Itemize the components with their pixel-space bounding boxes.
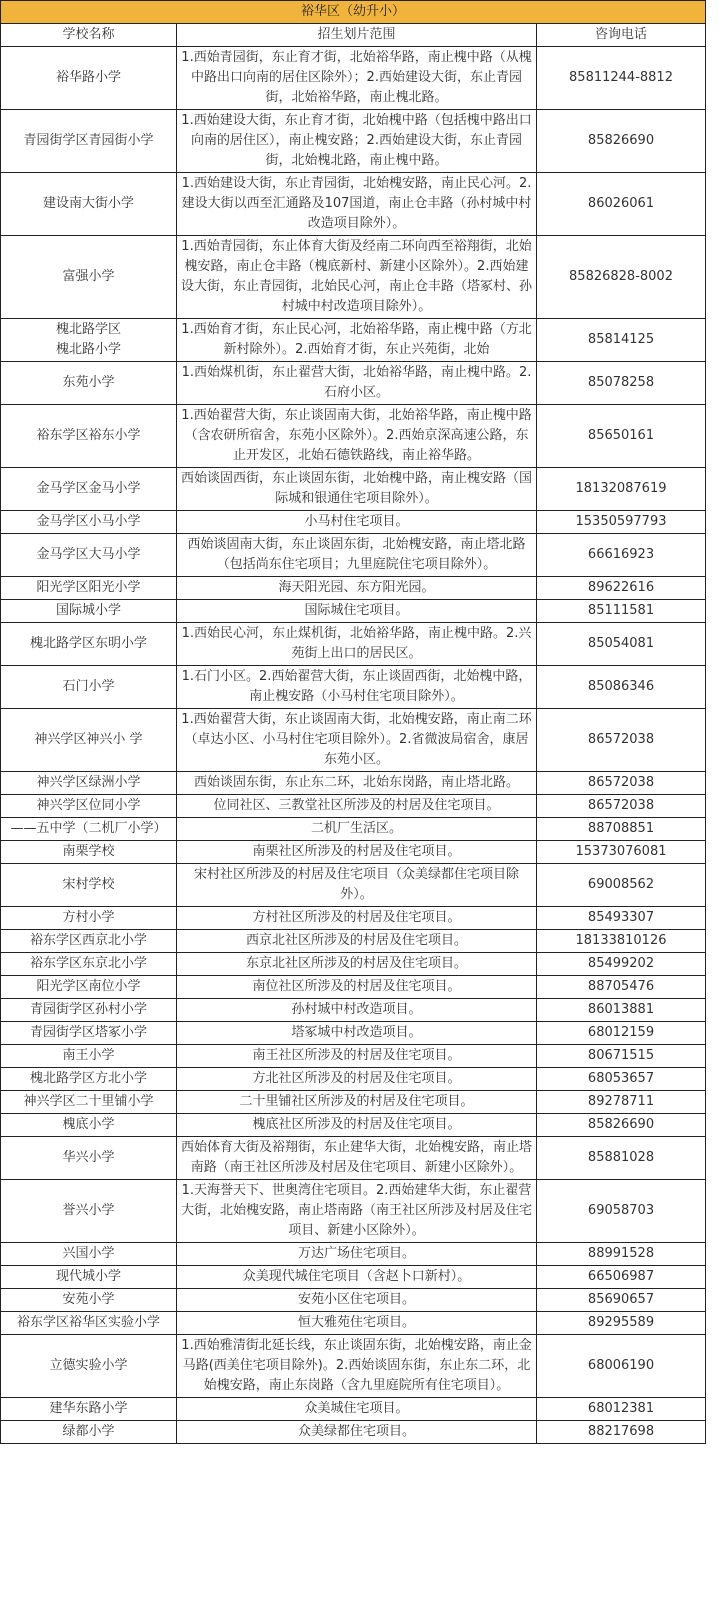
school-name-cell: 石门小学 <box>1 666 177 709</box>
school-name-cell: 现代城小学 <box>1 1266 177 1289</box>
table-row <box>1 1180 706 1243</box>
table-row <box>1 1114 706 1137</box>
table-row <box>1 1421 706 1444</box>
enrollment-range-cell: 二机厂生活区。 <box>177 818 537 841</box>
phone-cell: 85826690 <box>537 1114 706 1137</box>
school-name-cell: 誉兴小学 <box>1 1180 177 1243</box>
enrollment-range-cell: 1.西始建设大街，东止育才街，北始槐中路（包括槐中路出口向南的居住区），南止槐安路；2.西始建设大街，东止青园街，北始槐北路，南止槐中路。 <box>177 110 537 173</box>
table-row <box>1 468 706 511</box>
phone-cell: 85811244-8812 <box>537 47 706 110</box>
school-name-cell: 裕东学区东京北小学 <box>1 953 177 976</box>
enrollment-range-cell: 万达广场住宅项目。 <box>177 1243 537 1266</box>
table-row <box>1 1266 706 1289</box>
phone-cell: 68053657 <box>537 1068 706 1091</box>
school-name-cell: 金马学区金马小学 <box>1 468 177 511</box>
enrollment-range-cell: 东京北社区所涉及的村居及住宅项目。 <box>177 953 537 976</box>
table-row <box>1 110 706 173</box>
enrollment-range-cell: 西始谈固东街，东止东二环，北始东岗路，南止塔北路。 <box>177 772 537 795</box>
header-phone: 咨询电话 <box>537 24 706 47</box>
enrollment-range-cell: 1.西始翟营大街，东止谈固南大街，北始裕华路，南止槐中路（含农研所宿舍，东苑小区除外）。2.西始京深高速公路，东止开发区，北始石德铁路线，南止裕华路。 <box>177 405 537 468</box>
phone-cell: 88991528 <box>537 1243 706 1266</box>
school-name-cell: 国际城小学 <box>1 600 177 623</box>
phone-cell: 85814125 <box>537 319 706 362</box>
school-name-cell: 槐北路学区东明小学 <box>1 623 177 666</box>
school-name-cell: 神兴学区神兴小 学 <box>1 709 177 772</box>
enrollment-range-cell: 方北社区所涉及的村居及住宅项目。 <box>177 1068 537 1091</box>
school-name-cell: 青园街学区塔冢小学 <box>1 1022 177 1045</box>
table-body <box>1 47 706 1444</box>
phone-cell: 85650161 <box>537 405 706 468</box>
phone-cell: 68012159 <box>537 1022 706 1045</box>
enrollment-range-cell: 西始体育大街及裕翔街，东止建华大街，北始槐安路，南止塔南路（南王社区所涉及村居及住宅项目、新建小区除外）。 <box>177 1137 537 1180</box>
phone-cell: 85881028 <box>537 1137 706 1180</box>
table-row <box>1 623 706 666</box>
table-row <box>1 1289 706 1312</box>
table-row <box>1 1137 706 1180</box>
phone-cell: 80671515 <box>537 1045 706 1068</box>
table-row <box>1 362 706 405</box>
phone-cell: 86013881 <box>537 999 706 1022</box>
phone-cell: 15373076081 <box>537 841 706 864</box>
table-row <box>1 577 706 600</box>
phone-cell: 15350597793 <box>537 511 706 534</box>
header-enrollment-range: 招生划片范围 <box>177 24 537 47</box>
enrollment-range-cell: 塔冢城中村改造项目。 <box>177 1022 537 1045</box>
school-name-cell: 南王小学 <box>1 1045 177 1068</box>
enrollment-range-cell: 1.西始建设大街，东止青园街，北始槐安路，南止民心河。2.建设大街以西至汇通路及107国道，南止仓丰路（孙村城中村改造项目除外）。 <box>177 173 537 236</box>
school-name-cell: 神兴学区绿洲小学 <box>1 772 177 795</box>
school-name-cell: 立德实验小学 <box>1 1335 177 1398</box>
table-title: 裕华区（幼升小） <box>1 1 706 24</box>
enrollment-range-cell: 1.石门小区。2.西始翟营大街，东止谈固西街，北始槐中路，南止槐安路（小马村住宅项目除外）。 <box>177 666 537 709</box>
phone-cell: 69008562 <box>537 864 706 907</box>
school-name-cell: 宋村学校 <box>1 864 177 907</box>
table-row <box>1 709 706 772</box>
school-name-cell: 绿都小学 <box>1 1421 177 1444</box>
table-row <box>1 795 706 818</box>
table-row <box>1 999 706 1022</box>
school-name-cell: 华兴小学 <box>1 1137 177 1180</box>
enrollment-range-cell: 国际城住宅项目。 <box>177 600 537 623</box>
phone-cell: 85499202 <box>537 953 706 976</box>
phone-cell: 66506987 <box>537 1266 706 1289</box>
enrollment-range-cell: 1.西始育才街，东止民心河，北始裕华路，南止槐中路（方北新村除外）。2.西始育才街，东止兴苑街，北始 <box>177 319 537 362</box>
phone-cell: 66616923 <box>537 534 706 577</box>
table-row <box>1 405 706 468</box>
enrollment-range-cell: 南王社区所涉及的村居及住宅项目。 <box>177 1045 537 1068</box>
phone-cell: 85086346 <box>537 666 706 709</box>
table-row <box>1 47 706 110</box>
table-row <box>1 1068 706 1091</box>
phone-cell: 85111581 <box>537 600 706 623</box>
school-name-cell: 阳光学区南位小学 <box>1 976 177 999</box>
phone-cell: 89295589 <box>537 1312 706 1335</box>
enrollment-range-cell: 方村社区所涉及的村居及住宅项目。 <box>177 907 537 930</box>
school-name-cell: 裕东学区裕东小学 <box>1 405 177 468</box>
school-name-cell: 方村小学 <box>1 907 177 930</box>
enrollment-range-cell: 海天阳光园、东方阳光园。 <box>177 577 537 600</box>
enrollment-range-cell: 1.西始煤机街，东止翟营大街，北始裕华路，南止槐中路。2.石府小区。 <box>177 362 537 405</box>
enrollment-range-cell: 西京北社区所涉及的村居及住宅项目。 <box>177 930 537 953</box>
enrollment-range-cell: 西始谈固西街，东止谈固东街，北始槐中路，南止槐安路（国际城和银通住宅项目除外）。 <box>177 468 537 511</box>
school-name-cell: 东苑小学 <box>1 362 177 405</box>
phone-cell: 86572038 <box>537 709 706 772</box>
table-row <box>1 600 706 623</box>
table-row <box>1 772 706 795</box>
table-row <box>1 319 706 362</box>
table-row <box>1 511 706 534</box>
table-row <box>1 1398 706 1421</box>
enrollment-range-cell: 1.西始青园街，东止体育大街及经南二环向西至裕翔街，北始槐安路，南止仓丰路（槐底新村、新建小区除外）。2.西始建设大街，东止青园街，北始民心河，南止仓丰路（塔冢村、孙村城中村改造项目除外）。 <box>177 236 537 319</box>
table-row <box>1 666 706 709</box>
enrollment-range-cell: 众美绿都住宅项目。 <box>177 1421 537 1444</box>
table-row <box>1 976 706 999</box>
enrollment-range-cell: 恒大雅苑住宅项目。 <box>177 1312 537 1335</box>
school-name-cell: 建设南大街小学 <box>1 173 177 236</box>
enrollment-range-cell: 南位社区所涉及的村居及住宅项目。 <box>177 976 537 999</box>
table-row <box>1 1022 706 1045</box>
enrollment-range-cell: 众美现代城住宅项目（含赵卜口新村）。 <box>177 1266 537 1289</box>
phone-cell: 85078258 <box>537 362 706 405</box>
enrollment-range-cell: 孙村城中村改造项目。 <box>177 999 537 1022</box>
enrollment-range-cell: 南栗社区所涉及的村居及住宅项目。 <box>177 841 537 864</box>
enrollment-range-cell: 位同社区、三教堂社区所涉及的村居及住宅项目。 <box>177 795 537 818</box>
enrollment-range-cell: 1.西始民心河，东止煤机街，北始裕华路，南止槐中路。2.兴苑街上出口的居民区。 <box>177 623 537 666</box>
phone-cell: 89278711 <box>537 1091 706 1114</box>
school-name-cell: 金马学区小马小学 <box>1 511 177 534</box>
phone-cell: 69058703 <box>537 1180 706 1243</box>
phone-cell: 85493307 <box>537 907 706 930</box>
phone-cell: 89622616 <box>537 577 706 600</box>
table-row <box>1 1091 706 1114</box>
phone-cell: 18132087619 <box>537 468 706 511</box>
school-name-cell: 槐底小学 <box>1 1114 177 1137</box>
phone-cell: 86572038 <box>537 772 706 795</box>
school-name-cell: 安苑小学 <box>1 1289 177 1312</box>
school-name-cell: ——五中学（二机厂小学） <box>1 818 177 841</box>
enrollment-range-cell: 1.西始翟营大街，东止谈固南大街，北始槐安路，南止南二环（卓达小区、小马村住宅项目除外）。2.省微波局宿舍，康居东苑小区。 <box>177 709 537 772</box>
school-name-cell: 神兴学区位同小学 <box>1 795 177 818</box>
table-row <box>1 236 706 319</box>
school-name-cell: 裕东学区裕华区实验小学 <box>1 1312 177 1335</box>
phone-cell: 68006190 <box>537 1335 706 1398</box>
table-row <box>1 1312 706 1335</box>
enrollment-range-cell: 1.天海誉天下、世奥湾住宅项目。2.西始建华大街，东止翟营大街，北始槐安路，南止塔南路（南王社区所涉及村居及住宅项目、新建小区除外）。 <box>177 1180 537 1243</box>
school-name-cell: 槐北路学区 槐北路小学 <box>1 319 177 362</box>
school-name-cell: 青园街学区孙村小学 <box>1 999 177 1022</box>
enrollment-range-cell: 槐底社区所涉及的村居及住宅项目。 <box>177 1114 537 1137</box>
table-row <box>1 907 706 930</box>
school-name-cell: 裕华路小学 <box>1 47 177 110</box>
enrollment-range-cell: 小马村住宅项目。 <box>177 511 537 534</box>
enrollment-range-cell: 西始谈固南大街，东止谈固东街，北始槐安路，南止塔北路（包括尚东住宅项目；九里庭院住宅项目除外）。 <box>177 534 537 577</box>
school-name-cell: 阳光学区阳光小学 <box>1 577 177 600</box>
enrollment-range-cell: 二十里铺社区所涉及的村居及住宅项目。 <box>177 1091 537 1114</box>
school-name-cell: 兴国小学 <box>1 1243 177 1266</box>
table-row <box>1 953 706 976</box>
school-name-cell: 神兴学区二十里铺小学 <box>1 1091 177 1114</box>
phone-cell: 85690657 <box>537 1289 706 1312</box>
phone-cell: 88705476 <box>537 976 706 999</box>
table-row <box>1 841 706 864</box>
enrollment-range-cell: 众美城住宅项目。 <box>177 1398 537 1421</box>
table-row <box>1 173 706 236</box>
school-name-cell: 建华东路小学 <box>1 1398 177 1421</box>
table-row <box>1 864 706 907</box>
phone-cell: 68012381 <box>537 1398 706 1421</box>
enrollment-range-cell: 安苑小区住宅项目。 <box>177 1289 537 1312</box>
phone-cell: 18133810126 <box>537 930 706 953</box>
table-row <box>1 1045 706 1068</box>
school-name-cell: 南栗学校 <box>1 841 177 864</box>
phone-cell: 86572038 <box>537 795 706 818</box>
enrollment-range-cell: 宋村社区所涉及的村居及住宅项目（众美绿都住宅项目除外）。 <box>177 864 537 907</box>
header-school-name: 学校名称 <box>1 24 177 47</box>
table-row <box>1 534 706 577</box>
phone-cell: 85826690 <box>537 110 706 173</box>
school-name-cell: 金马学区大马小学 <box>1 534 177 577</box>
table-row <box>1 818 706 841</box>
school-name-cell: 裕东学区西京北小学 <box>1 930 177 953</box>
table-row <box>1 930 706 953</box>
phone-cell: 85826828-8002 <box>537 236 706 319</box>
table-row <box>1 1335 706 1398</box>
phone-cell: 88708851 <box>537 818 706 841</box>
school-name-cell: 富强小学 <box>1 236 177 319</box>
enrollment-range-cell: 1.西始雅清街北延长线，东止谈固东街，北始槐安路，南止金马路(西美住宅项目除外)。2.西始谈固东街，东止东二环，北始槐安路，南止东岗路（含九里庭院所有住宅项目）。 <box>177 1335 537 1398</box>
phone-cell: 88217698 <box>537 1421 706 1444</box>
phone-cell: 86026061 <box>537 173 706 236</box>
table-row <box>1 1243 706 1266</box>
enrollment-range-cell: 1.西始青园街，东止育才街，北始裕华路，南止槐中路（从槐中路出口向南的居住区除外）；2.西始建设大街，东止青园街，北始裕华路，南止槐北路。 <box>177 47 537 110</box>
phone-cell: 85054081 <box>537 623 706 666</box>
school-name-cell: 青园街学区青园街小学 <box>1 110 177 173</box>
school-name-cell: 槐北路学区方北小学 <box>1 1068 177 1091</box>
